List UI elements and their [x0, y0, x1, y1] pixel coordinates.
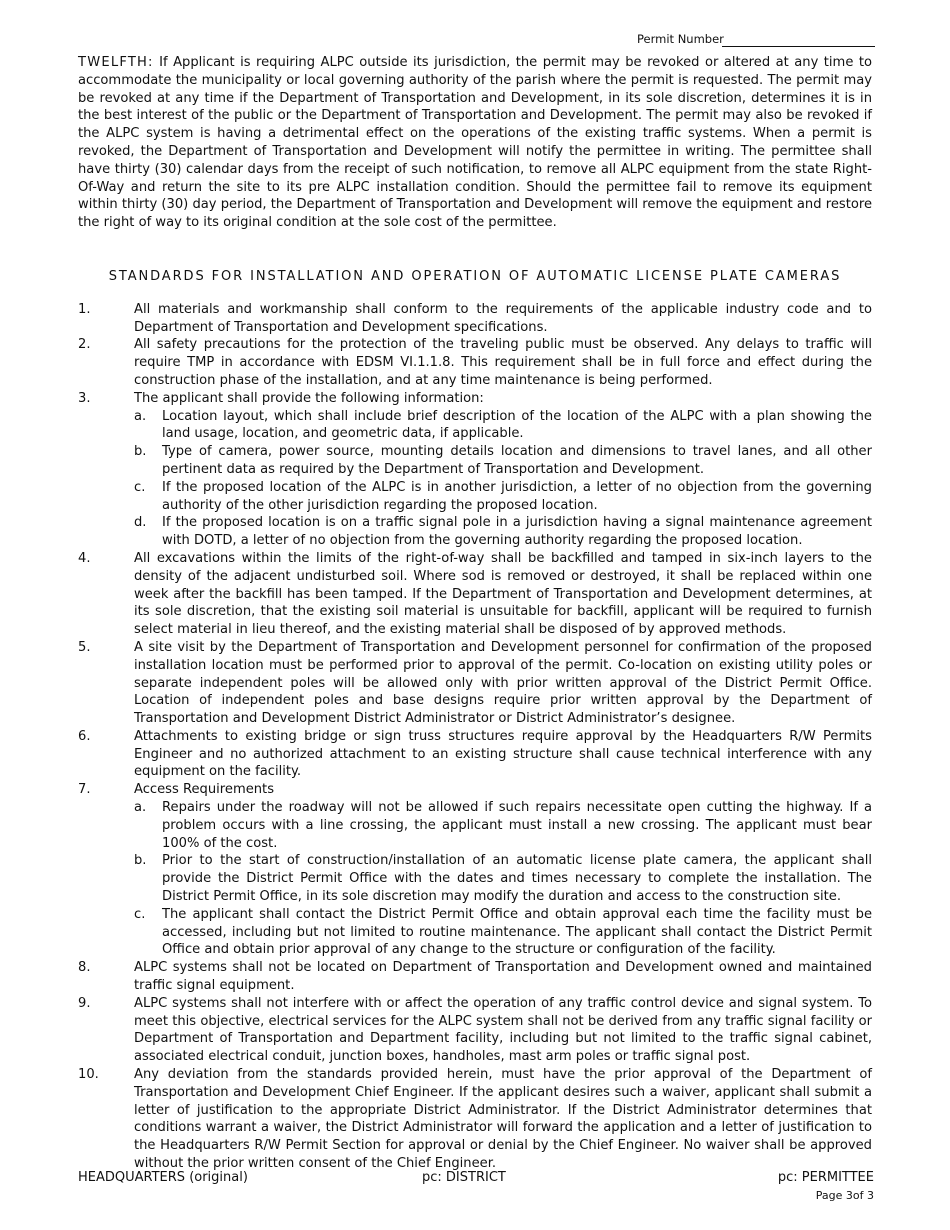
item-number: 8.	[78, 960, 91, 976]
footer-district: pc: DISTRICT	[422, 1170, 506, 1185]
sub-list	[134, 799, 872, 959]
item-number: 7.	[78, 782, 91, 798]
item-number: 10.	[78, 1067, 99, 1083]
standard-item-10	[78, 1066, 872, 1173]
sub-text: Location layout, which shall include brief description of the location of the ALPC with a plan showing the land usage, location, and geometric data, if applicable.	[162, 408, 872, 442]
item-number: 1.	[78, 301, 91, 317]
item-number: 2.	[78, 337, 91, 353]
sub-letter: c.	[134, 479, 146, 495]
sub-text: Type of camera, power source, mounting details location and dimensions to travel lanes, and all other pertinent data as required by the Department of Transportation and Development.	[162, 444, 872, 477]
sub-text: The applicant shall contact the District Permit Office and obtain approval each time the facility must be accessed, including but not limited to routine maintenance. The applicant shall contact the District Permit Office and obtain prior approval of any change to the structure or configuration of the facility.	[162, 906, 872, 958]
sub-letter: b.	[134, 444, 147, 460]
standards-title: STANDARDS FOR INSTALLATION AND OPERATION OF AUTOMATIC LICENSE PLATE CAMERAS	[108, 268, 842, 284]
sub-item	[78, 799, 872, 852]
permit-number-line	[722, 46, 875, 47]
document-body	[78, 54, 872, 1173]
item-text: Access Requirements	[134, 782, 275, 798]
permit-number-label: Permit Number	[637, 32, 724, 46]
page-number: Page 3of 3	[815, 1189, 874, 1202]
item-text: A site visit by the Department of Transportation and Development personnel for confirmation of the proposed installation location must be performed prior to approval of the permit. Co-location on existing utility poles or separate independent poles will be allowed only with prior written approval of the District Permit Office. Location of independent poles and base designs require prior written approval by the Department of Transportation and Development District Administrator or District Administrator’s designee.	[134, 639, 872, 727]
sub-letter: b.	[134, 853, 147, 869]
standard-item-9	[78, 995, 872, 1066]
standard-item-2	[78, 336, 872, 389]
sub-item	[78, 443, 872, 479]
sub-letter: c.	[134, 906, 146, 922]
item-text: ALPC systems shall not interfere with or affect the operation of any traffic control device and signal system. To meet this objective, electrical services for the ALPC system shall not be derived from any traffic signal facility or Department of Transportation and Department facility, including but not limited to the traffic signal cabinet, associated electrical conduit, junction boxes, handholes, mast arm poles or traffic signal post.	[134, 995, 872, 1065]
standard-item-1	[78, 301, 872, 337]
footer-permittee: pc: PERMITTEE	[777, 1170, 874, 1185]
sub-item	[78, 408, 872, 444]
item-text: All excavations within the limits of the right-of-way shall be backfilled and tamped in six-inch layers to the density of the adjacent undisturbed soil. Where sod is removed or destroyed, it shall be replaced within one week after the backfill has been tamped. If the Department of Transportation and Development determines, at its sole discretion, that the existing soil material is unsuitable for backfill, applicant will be required to furnish select material in lieu thereof, and the existing material shall be disposed of by approved methods.	[134, 550, 872, 638]
sub-text: Repairs under the roadway will not be allowed if such repairs necessitate open cutting the highway. If a problem occurs with a line crossing, the applicant must install a new crossing. The applicant must bear 100% of the cost.	[162, 800, 872, 851]
sub-letter: d.	[134, 515, 147, 531]
standards-list	[78, 301, 872, 1173]
twelfth-paragraph	[78, 54, 872, 232]
standard-item-6	[78, 728, 872, 781]
sub-text: Prior to the start of construction/installation of an automatic license plate camera, the applicant shall provide the District Permit Office with the dates and times necessary to complete the installation. The District Permit Office, in its sole discretion may modify the duration and access to the construction site.	[162, 853, 872, 905]
footer-headquarters: HEADQUARTERS (original)	[78, 1170, 248, 1185]
sub-letter: a.	[134, 800, 147, 816]
sub-letter: a.	[134, 408, 147, 424]
item-text: The applicant shall provide the following information:	[134, 390, 484, 406]
item-text: ALPC systems shall not be located on Department of Transportation and Development owned and maintained traffic signal equipment.	[134, 960, 872, 994]
standard-item-8	[78, 959, 872, 995]
sub-text: If the proposed location of the ALPC is in another jurisdiction, a letter of no objection from the governing authority of the other jurisdiction regarding the proposed location.	[162, 479, 872, 513]
item-number: 6.	[78, 728, 91, 744]
standard-item-4	[78, 550, 872, 639]
standard-item-7	[78, 781, 872, 959]
item-text: Any deviation from the standards provided herein, must have the prior approval of the Department of Transportation and Development Chief Engineer. If the applicant desires such a waiver, applicant shall submit a letter of justification to the appropriate District Administrator. If the District Administrator determines that conditions warrant a waiver, the District Administrator will forward the application and a letter of justification to the Headquarters R/W Permit Section for approval or denial by the Chief Engineer. No waiver shall be approved without the prior written consent of the Chief Engineer.	[134, 1067, 872, 1172]
sub-item	[78, 852, 872, 905]
permit-number-field	[637, 31, 875, 49]
sub-item	[78, 514, 872, 550]
twelfth-lead: TWELFTH:	[78, 55, 154, 70]
sub-list	[134, 408, 872, 550]
item-text: Attachments to existing bridge or sign truss structures require approval by the Headquarters R/W Permits Engineer and no authorized attachment to an existing structure shall cause technical interference with any equipment on the facility.	[134, 728, 872, 780]
page-footer	[78, 1169, 874, 1187]
item-text: All materials and workmanship shall conform to the requirements of the applicable industry code and to Department of Transportation and Development specifications.	[134, 301, 872, 335]
sub-text: If the proposed location is on a traffic signal pole in a jurisdiction having a signal maintenance agreement with DOTD, a letter of no objection from the governing authority regarding the proposed location.	[162, 515, 872, 549]
sub-item	[78, 906, 872, 959]
standard-item-3	[78, 390, 872, 550]
item-number: 9.	[78, 995, 91, 1011]
twelfth-text: If Applicant is requiring ALPC outside its jurisdiction, the permit may be revoked or altered at any time to accommodate the municipality or local governing authority of the parish where the permit is requested. The permit may be revoked at any time if the Department of Transportation and Development, in its sole discretion, determines it is in the best interest of the public or the Department of Transportation and Development. The permit may also be revoked if the ALPC system is having a detrimental effect on the operations of the existing traffic systems. When a permit is revoked, the Department of Transportation and Development will notify the permittee in writing. The permittee shall have thirty (30) calendar days from the receipt of such notification, to remove all ALPC equipment from the state Right-Of-Way and return the site to its pre ALPC installation condition. Should the permittee fail to remove its equipment within thirty (30) day period, the Department of Transportation and Development will remove the equipment and restore the right of way to its original condition at the sole cost of the permittee.	[78, 55, 872, 231]
standard-item-5	[78, 639, 872, 728]
item-number: 4.	[78, 550, 91, 566]
sub-item	[78, 479, 872, 515]
item-text: All safety precautions for the protection of the traveling public must be observed. Any delays to traffic will require TMP in accordance with EDSM VI.1.1.8. This requirement shall be in full force and effect during the construction phase of the installation, and at any time maintenance is being performed.	[134, 337, 872, 388]
item-number: 3.	[78, 390, 91, 406]
item-number: 5.	[78, 639, 91, 655]
